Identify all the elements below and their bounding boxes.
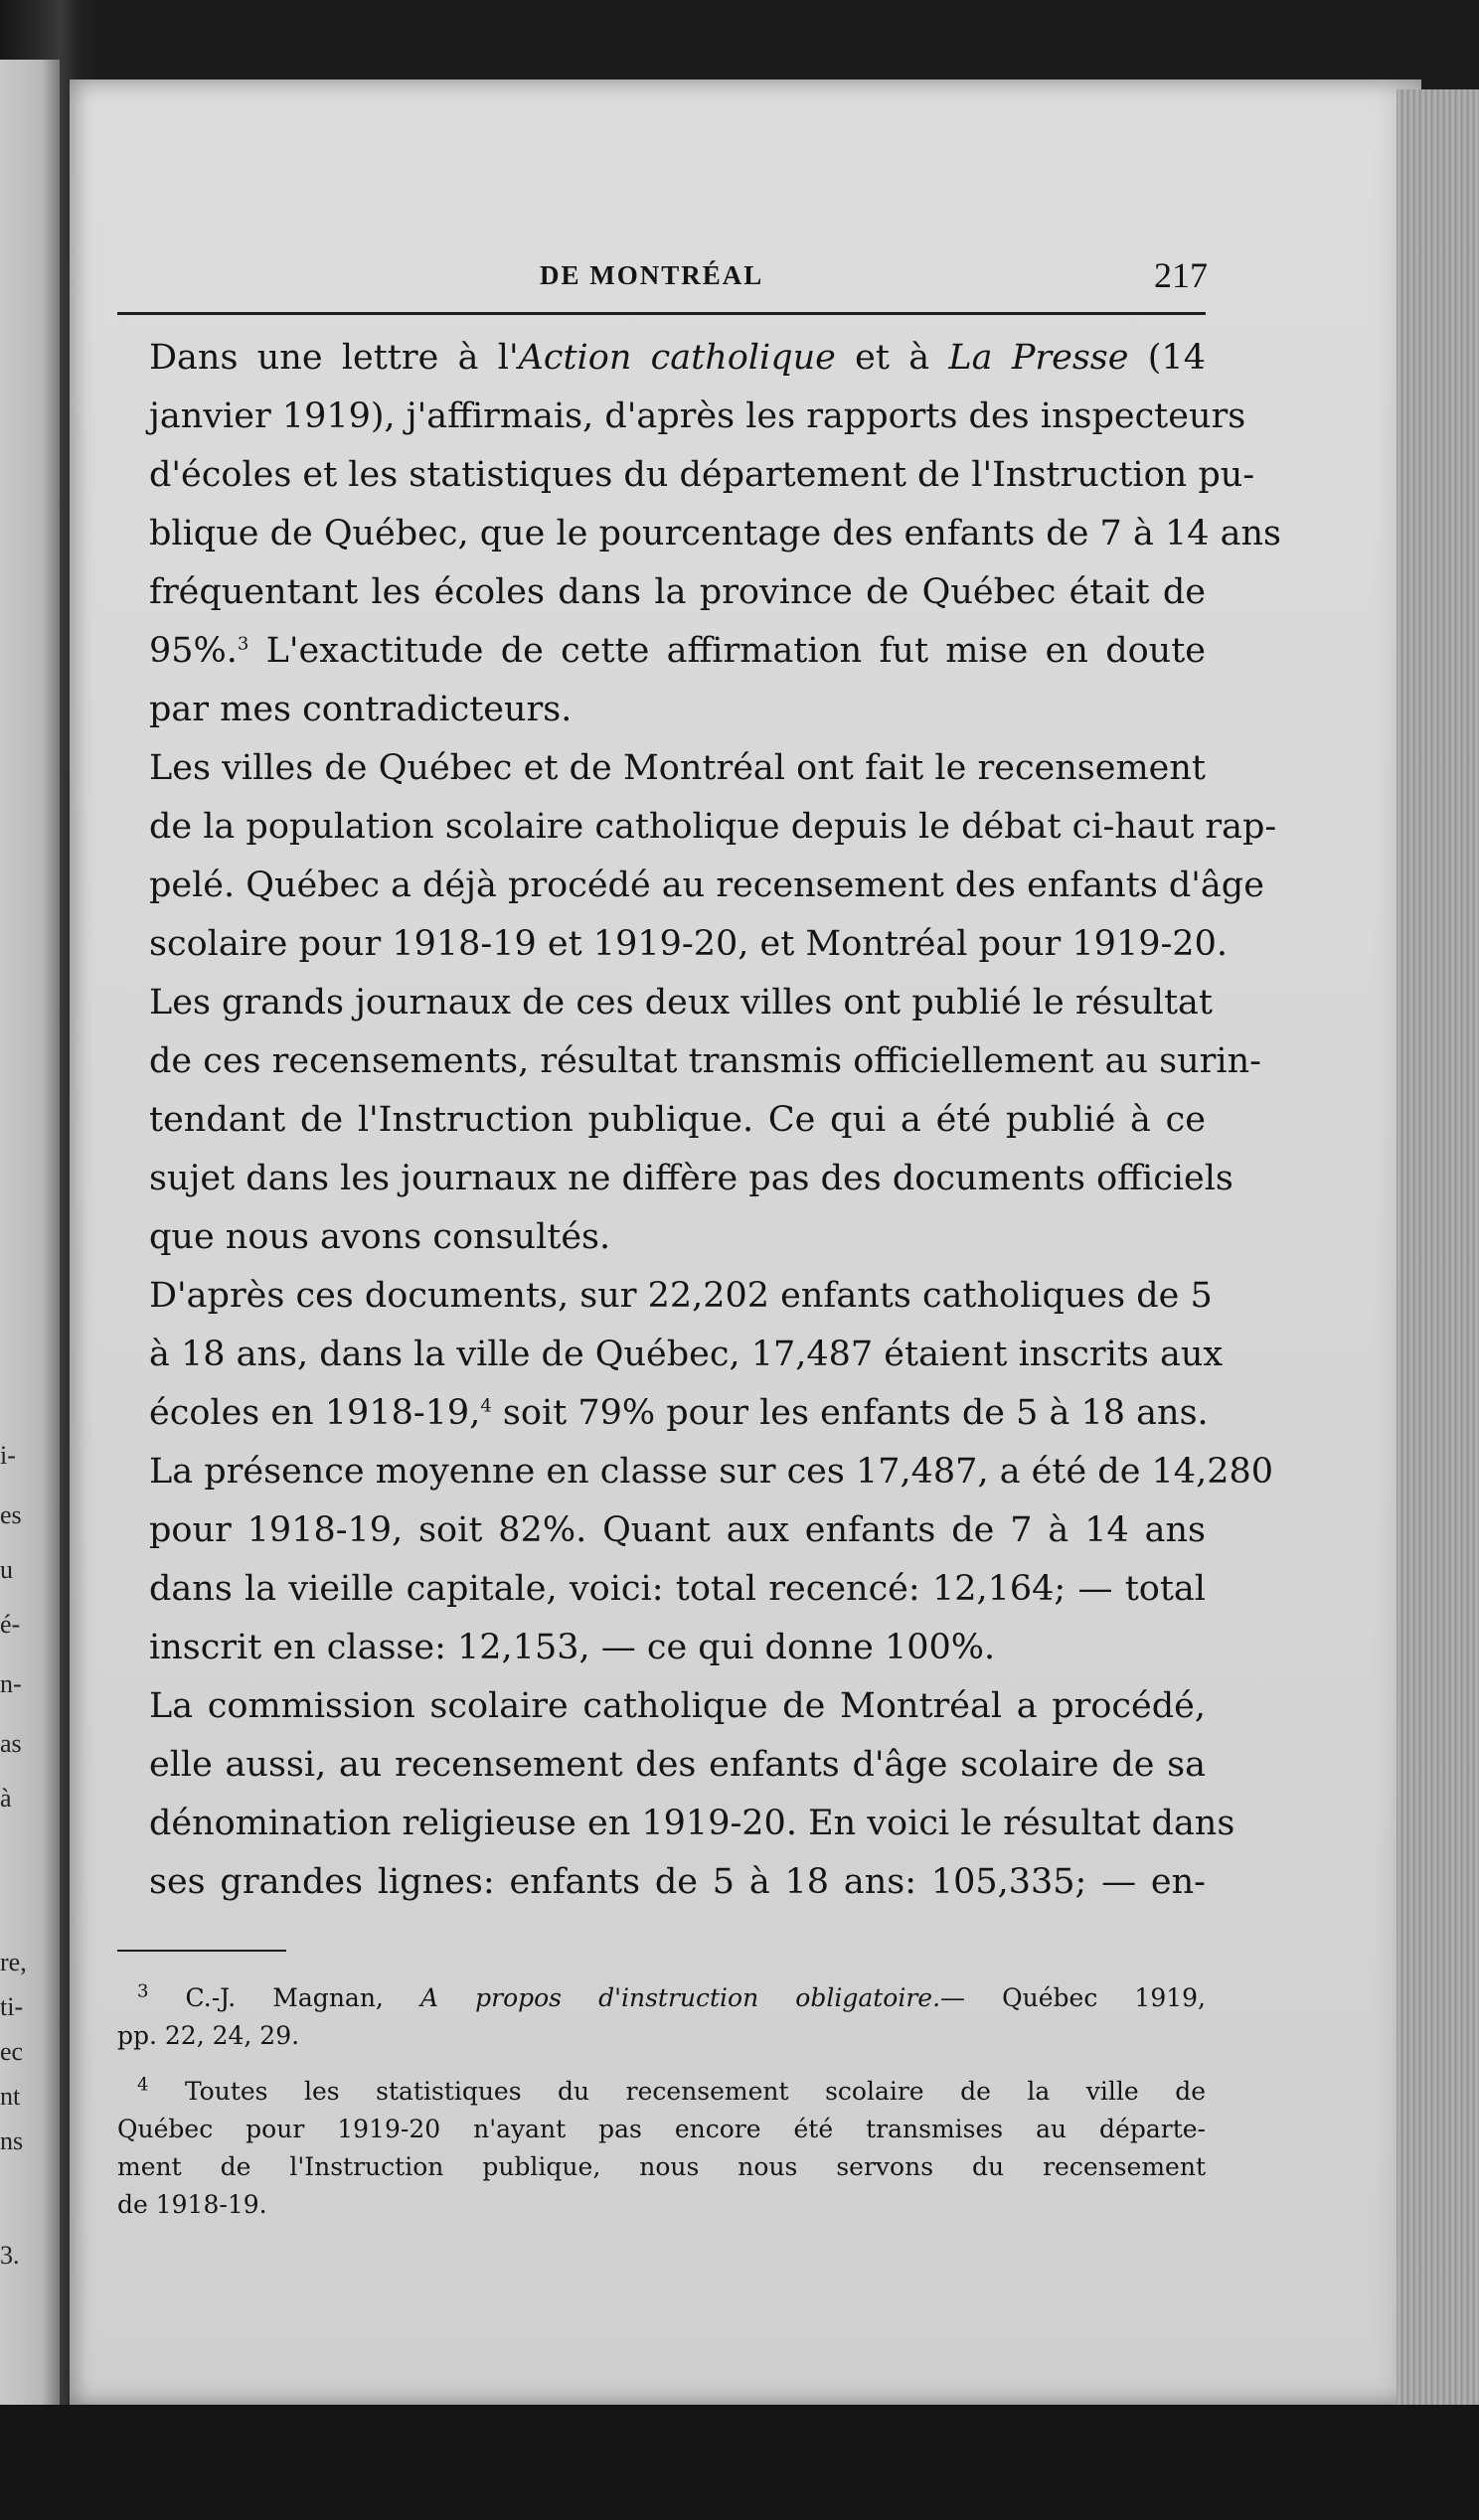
text-line (117, 329, 1206, 388)
text-run: 95%. (149, 631, 238, 671)
text-line (117, 1979, 1206, 2017)
text-line: ses grandes lignes: enfants de 5 à 18 ans: 105,335; — en- (149, 1862, 1206, 1902)
italic-title: Action catholique (518, 338, 836, 378)
text-run: et à (835, 338, 949, 378)
footnote (117, 1979, 1206, 2055)
paragraph (117, 329, 1281, 739)
text-run: (14 (1128, 338, 1206, 378)
margin-fragment: u (0, 1555, 13, 1584)
footnote-marker: 3 (137, 1980, 149, 2002)
text-run: soit 79% pour les enfants de 5 à 18 ans. (491, 1393, 1209, 1433)
footnote-ref: 4 (480, 1395, 492, 1417)
text-run: écoles en 1918-19, (149, 1393, 481, 1433)
margin-fragment: n- (0, 1669, 22, 1698)
text-line: La commission scolaire catholique de Montréal a procédé, (149, 1686, 1206, 1726)
running-head (117, 238, 1206, 298)
text-line: tendant de l'Instruction publique. Ce qui a été publié à ce (149, 1100, 1206, 1140)
text-run: — Québec 1919, (940, 1983, 1207, 2012)
text-line: que nous avons consultés. (149, 1217, 611, 1257)
page-number: 217 (1154, 255, 1208, 295)
text-line: à 18 ans, dans la ville de Québec, 17,487 étaient inscrits aux (149, 1335, 1224, 1374)
text-line: ment de l'Instruction publique, nous nous servons du recensement (117, 2152, 1206, 2181)
paragraph (117, 739, 1277, 1267)
paragraph (117, 1677, 1235, 1912)
text-run: C.-J. Magnan, (148, 1983, 420, 2012)
text-line: par mes contradicteurs. (149, 690, 573, 729)
margin-fragment: ti- (0, 1992, 24, 2021)
body-text (117, 329, 1281, 1912)
text-line: d'écoles et les statistiques du département de l'Instruction pu- (149, 455, 1255, 495)
margin-fragment: ns (0, 2126, 24, 2155)
text-line: de la population scolaire catholique depuis le débat ci-haut rap- (149, 807, 1277, 847)
margin-fragment: es (0, 1500, 22, 1529)
text-line: dénomination religieuse en 1919-20. En voici le résultat dans (149, 1804, 1235, 1843)
footnote-ref: 3 (237, 633, 249, 655)
italic-title: A propos d'instruction obligatoire. (419, 1983, 941, 2012)
text-line: pour 1918-19, soit 82%. Quant aux enfants de 7 à 14 ans (149, 1510, 1206, 1550)
footnote (117, 2073, 1206, 2224)
text-line (117, 1384, 1209, 1443)
footnote-rule (117, 1950, 286, 1952)
margin-fragment: ec (0, 2037, 24, 2066)
text-run: Dans une lettre à l' (149, 338, 519, 378)
margin-fragment: à (0, 1784, 12, 1812)
text-line: de ces recensements, résultat transmis officiellement au surin- (149, 1041, 1261, 1081)
margin-fragment: é- (0, 1610, 21, 1639)
margin-fragment: as (0, 1729, 22, 1758)
text-line: blique de Québec, que le pourcentage des enfants de 7 à 14 ans (149, 514, 1281, 553)
text-line: Les grands journaux de ces deux villes ont publié le résultat (149, 983, 1213, 1023)
margin-fragment: nt (0, 2082, 21, 2111)
text-line: scolaire pour 1918-19 et 1919-20, et Montréal pour 1919-20. (149, 924, 1228, 964)
margin-fragment: 3. (0, 2241, 20, 2270)
paragraph (117, 1267, 1274, 1677)
text-line: sujet dans les journaux ne diffère pas des documents officiels (149, 1159, 1233, 1198)
text-line: janvier 1919), j'affirmais, d'après les rapports des inspecteurs (149, 396, 1246, 436)
scan-bottom-border (0, 2405, 1479, 2520)
margin-fragment: re, (0, 1948, 27, 1976)
margin-fragment: i- (0, 1441, 16, 1470)
header-rule (117, 312, 1206, 315)
text-line (117, 622, 1206, 681)
text-line: fréquentant les écoles dans la province de Québec était de (149, 572, 1206, 612)
page-content (117, 238, 1281, 2224)
text-line: Les villes de Québec et de Montréal ont fait le recensement (149, 748, 1206, 788)
text-line: pelé. Québec a déjà procédé au recensement des enfants d'âge (149, 866, 1264, 905)
text-run: L'exactitude de cette affirmation fut mise en doute (248, 631, 1206, 671)
text-line: $^4$ Toutes les statistiques du recensement scolaire de la ville de (137, 2074, 1206, 2106)
running-title: DE MONTRÉAL (540, 260, 764, 290)
footnotes (117, 1979, 1206, 2224)
text-line: elle aussi, au recensement des enfants d'âge scolaire de sa (149, 1745, 1206, 1785)
text-line: La présence moyenne en classe sur ces 17,487, a été de 14,280 (149, 1452, 1274, 1492)
text-line: dans la vieille capitale, voici: total recencé: 12,164; — total (149, 1569, 1206, 1609)
italic-title: La Presse (948, 338, 1129, 378)
text-line: pp. 22, 24, 29. (117, 2021, 300, 2050)
footnote-marker: 4 (137, 2074, 149, 2096)
text-line: D'après ces documents, sur 22,202 enfants catholiques de 5 (149, 1276, 1213, 1316)
facing-page-edge (0, 60, 60, 2425)
text-line: Québec pour 1919-20 n'ayant pas encore été transmises au départe- (117, 2115, 1206, 2143)
text-line: de 1918-19. (117, 2190, 267, 2219)
page-stack-edge (1397, 89, 1479, 2405)
text-line: inscrit en classe: 12,153, — ce qui donne 100%. (149, 1628, 996, 1667)
